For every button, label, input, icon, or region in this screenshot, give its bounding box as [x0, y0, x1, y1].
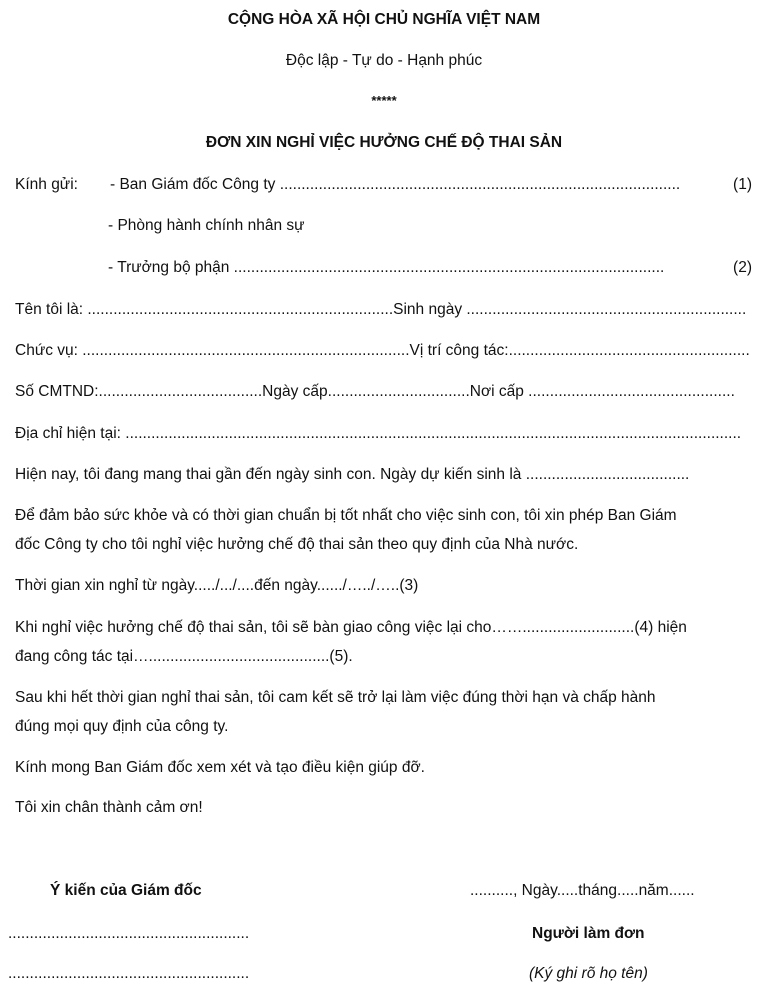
paragraph-handover-line2: đang công tác tại…..........................................(5).: [15, 648, 353, 665]
recipients-label: Kính gửi:: [15, 176, 78, 193]
signature-note: (Ký ghi rõ họ tên): [529, 965, 648, 982]
recipient-dept-head-note: (2): [733, 259, 752, 276]
stars-divider: *****: [371, 93, 397, 108]
document-title: ĐƠN XIN NGHỈ VIỆC HƯỞNG CHẾ ĐỘ THAI SẢN: [205, 134, 563, 151]
applicant-label: Người làm đơn: [532, 925, 645, 942]
field-due-date: Hiện nay, tôi đang mang thai gần đến ngày sinh con. Ngày dự kiến sinh là ......................................: [15, 466, 690, 483]
paragraph-handover-line1: Khi nghỉ việc hưởng chế độ thai sản, tôi sẽ bàn giao công việc lại cho……..........................(4) hiện: [15, 619, 687, 636]
field-position: Chức vụ: ............................................................................Vị trí công tác:........................................................: [15, 342, 750, 359]
director-opinion-label: Ý kiến của Giám đốc: [50, 882, 202, 899]
paragraph-request-consideration: Kính mong Ban Giám đốc xem xét và tạo điều kiện giúp đỡ.: [15, 759, 425, 776]
paragraph-thanks: Tôi xin chân thành cảm ơn!: [15, 799, 203, 816]
recipient-board: - Ban Giám đốc Công ty .............................................................................................: [110, 176, 681, 193]
director-opinion-line-2: ........................................................: [8, 965, 250, 982]
nation-heading: CỘNG HÒA XÃ HỘI CHỦ NGHĨA VIỆT NAM: [227, 11, 541, 28]
paragraph-leave-period: Thời gian xin nghỉ từ ngày...../.../....đến ngày....../…../…..(3): [15, 577, 419, 594]
motto: Độc lập - Tự do - Hạnh phúc: [285, 52, 483, 69]
paragraph-request-line2: đốc Công ty cho tôi nghỉ việc hưởng chế độ thai sản theo quy định của Nhà nước.: [15, 536, 579, 553]
field-id: Số CMTND:......................................Ngày cấp.................................Nơi cấp ................................................: [15, 383, 735, 400]
recipient-hr: - Phòng hành chính nhân sự: [108, 217, 305, 234]
paragraph-commitment-line1: Sau khi hết thời gian nghỉ thai sản, tôi cam kết sẽ trở lại làm việc đúng thời hạn và chấp hành: [15, 689, 656, 706]
field-address: Địa chỉ hiện tại: ...............................................................................................................................................: [15, 425, 742, 442]
recipient-dept-head: - Trưởng bộ phận ....................................................................................................: [108, 259, 665, 276]
date-line: .........., Ngày.....tháng.....năm......: [470, 882, 695, 899]
recipient-board-note: (1): [733, 176, 752, 193]
field-name-dob: Tên tôi là: .......................................................................Sinh ngày .................................................................: [15, 301, 747, 318]
director-opinion-line-1: ........................................................: [8, 925, 250, 942]
paragraph-request-line1: Để đảm bảo sức khỏe và có thời gian chuẩn bị tốt nhất cho việc sinh con, tôi xin phép Ban Giám: [15, 507, 677, 524]
paragraph-commitment-line2: đúng mọi quy định của công ty.: [15, 718, 229, 735]
